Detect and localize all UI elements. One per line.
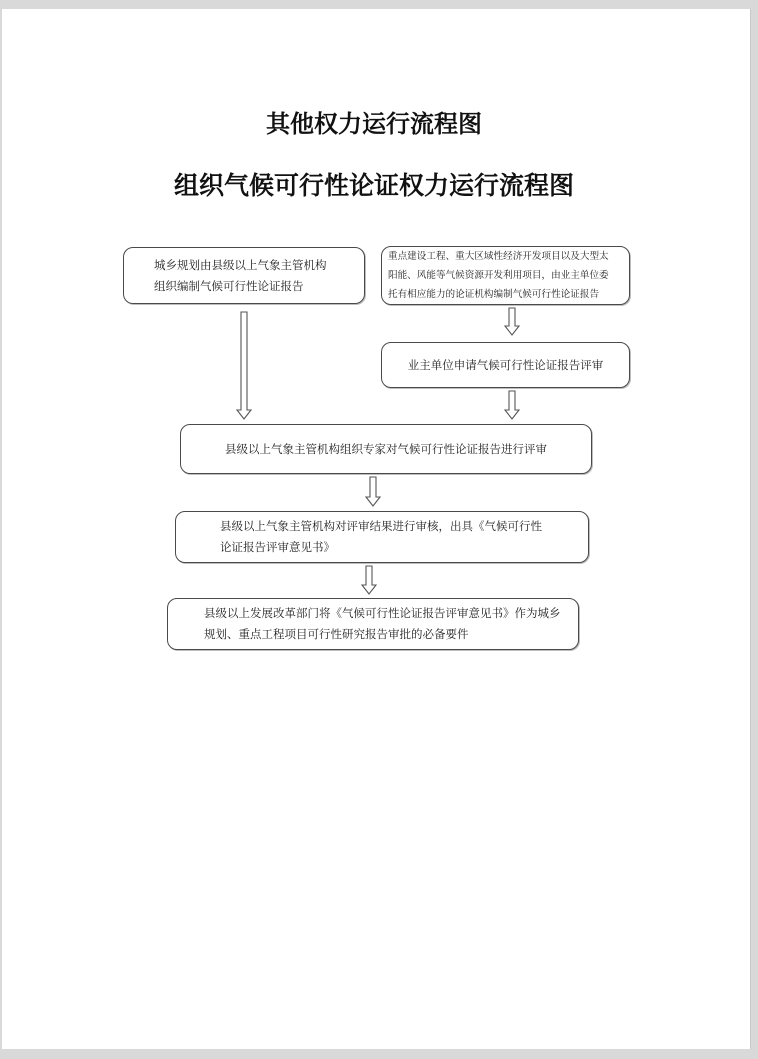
box2-line3: 托有相应能力的论证机构编制气候可行性论证报告	[388, 289, 600, 300]
flow-box-audit-opinion	[175, 511, 589, 563]
flow-box-owner-application	[381, 342, 630, 388]
box2-line2: 阳能、风能等气候资源开发利用项目，由业主单位委	[388, 270, 609, 281]
flow-box-expert-review	[180, 424, 592, 474]
box6-line1: 县级以上发展改革部门将《气候可行性论证报告评审意见书》作为城乡	[204, 606, 561, 620]
box5-line1: 县级以上气象主管机构对评审结果进行审核，出具《气候可行性	[220, 519, 542, 533]
sub-title: 组织气候可行性论证权力运行流程图	[173, 171, 574, 200]
flow-box-key-projects	[381, 246, 630, 305]
flow-box-urban-planning	[123, 247, 365, 304]
flow-box-approval-requirement	[167, 598, 579, 650]
box5-line2: 论证报告评审意见书》	[220, 540, 335, 554]
box3-text: 业主单位申请气候可行性论证报告评审	[407, 357, 604, 372]
box1-line1: 城乡规划由县级以上气象主管机构	[154, 257, 327, 272]
box4-text: 县级以上气象主管机构组织专家对气候可行性论证报告进行评审	[225, 441, 547, 456]
main-title: 其他权力运行流程图	[266, 109, 482, 138]
box1-line2: 组织编制气候可行性论证报告	[154, 278, 304, 293]
box6-line2: 规划、重点工程项目可行性研究报告审批的必备要件	[204, 627, 469, 641]
box2-line1: 重点建设工程、重大区域性经济开发项目以及大型太	[388, 251, 609, 262]
